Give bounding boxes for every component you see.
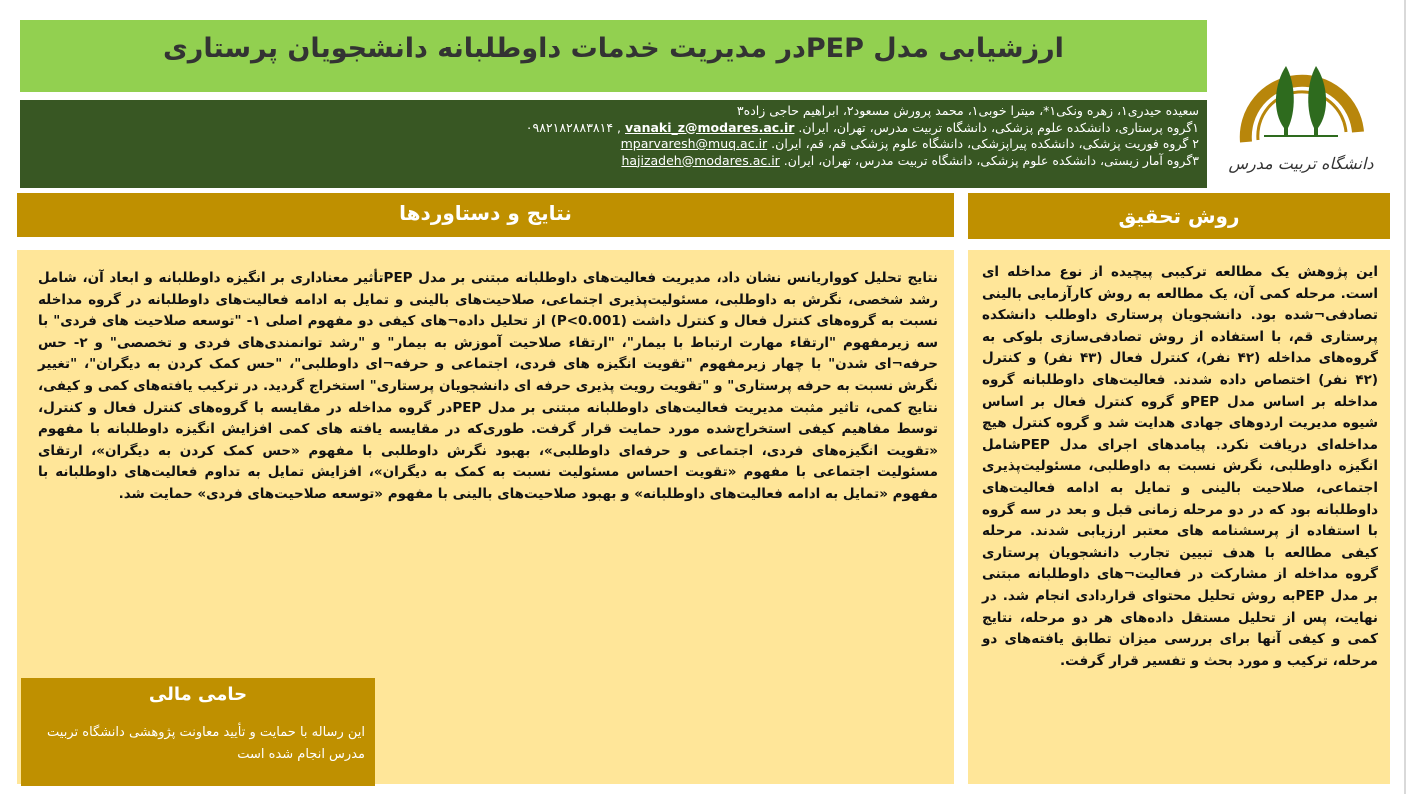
method-header: روش تحقیق: [968, 193, 1390, 239]
logo-inner-arch: [1258, 92, 1346, 140]
funding-text: این رساله با حمایت و تأیید معاونت پژوهشی دانشگاه تربیت مدرس انجام شده است: [47, 725, 365, 762]
method-text: این پژوهش یک مطالعه ترکیبی پیچیده از نوع مداخله ای است. مرحله کمی آن، یک مطالعه به روش کارآزمایی بالینی تصادفی¬شده بود. دانشجویان پرستاری داوطلب دانشکده پرستاری قم، با استفاده از روش تصادفی‌سازی بلوکی به گروه‌های مداخله (۴۲ نفر)، کنترل فعال (۴۳ نفر) و کنترل (۴۲ نفر) اختصاص داده شدند. فعالیت‌های داوطلبانه گروه مداخله بر اساس مدل PEPو گروه کنترل فعال بر اساس شیوه مدیریت اردوهای جهادی هدایت شد و گروه کنترل هیچ مداخله‌ای دریافت نکرد. پیامدهای اجرای مدل PEPشامل انگیزه داوطلبی، نگرش نسبت به داوطلبی، مسئولیت‌پذیری اجتماعی، صلاحیت بالینی و تمایل به ادامه فعالیت‌های داوطلبانه بود که در دو مرحله زمانی قبل و بعد در سه گروه با استفاده از پرسشنامه های معتبر ارزیابی شدند. مرحله کیفی مطالعه با هدف تبیین تجارب دانشجویان پرستاری گروه مداخله از مشارکت در فعالیت¬های داوطلبانه مبتنی بر مدل PEPبه روش تحلیل محتوای قراردادی انجام شد. در نهایت، پس از تحلیل مستقل داده‌های هر دو مرحله، نتایج کمی و کیفی آنها برای بررسی میزان تطابق یافته‌های دو مرحله، ترکیب و مورد بحث و تفسیر قرار گرفت.: [982, 264, 1379, 669]
affiliation-line-1: [299, 120, 1199, 137]
logo-arch: [1246, 81, 1358, 142]
authors-lines: [299, 103, 1199, 169]
results-header: نتایج و دستاوردها: [17, 193, 954, 237]
funding-title: حامی مالی: [148, 684, 248, 705]
university-logo: [1228, 24, 1374, 184]
affiliation-1: ۱گروه پرستاری، دانشکده علوم پزشکی، دانشگاه تربیت مدرس، تهران، ایران.: [798, 119, 1199, 135]
page-edge: [1404, 0, 1406, 794]
phone-1: ۰۹۸۲۱۸۲۸۸۳۸۱۴ ,: [525, 119, 621, 135]
logo-caption: دانشگاه تربیت مدرس: [1228, 154, 1374, 173]
author-names: سعیده حیدری۱، زهره ونکی۱*، میترا خوبی۱، محمد پرورش مسعود۲، ابراهیم حاجی زاده۳: [736, 103, 1199, 118]
email-2[interactable]: mparvaresh@muq.ac.ir: [620, 136, 768, 151]
affiliation-line-2: [299, 136, 1199, 153]
poster-title: ارزشیابی مدل PEPدر مدیریت خدمات داوطلبانه دانشجویان پرستاری: [163, 33, 1064, 64]
title-banner: [20, 20, 1207, 92]
results-text: نتایج تحلیل کوواریانس نشان داد، مدیریت فعالیت‌های داوطلبانه مبتنی بر مدل PEPتأثیر معناداری بر انگیزه داوطلبانه و ابعاد آن، شامل رشد شخصی، نگرش به داوطلبی، مسئولیت‌پذیری اجتماعی، صلاحیت‌های بالینی و تمایل به ادامه فعالیت‌های داوطلبانه در گروه مداخله نسبت به گروه‌های کنترل فعال و کنترل داشت (P<0.001) از تحلیل داده¬های کیفی دو مفهوم اصلی ۱- "توسعه صلاحیت های فردی" با سه زیرمفهوم "ارتقاء مهارت ارتباط با بیمار"، "ارتقاء صلاحیت آموزش به بیمار" و "رشد توانمندی‌های فردی و تخصصی" و ۲- حس حرفه¬ای شدن" با چهار زیرمفهوم "تقویت انگیزه های فردی، اجتماعی و حرفه¬ای داوطلبی"، "حس کمک کردن به دیگران"، "تغییر نگرش نسبت به حرفه پرستاری" و "تقویت رویت پذیری حرفه ای دانشجویان پرستاری" استخراج گردید. در ترکیب یافته‌های کمی و کیفی، نتایج کمی، تاثیر مثبت مدیریت فعالیت‌های داوطلبانه مبتنی بر مدل PEPدر گروه مداخله در مقایسه با گروه‌های کنترل فعال و کنترل، توسط مفاهیم کیفی استخراج‌شده مورد حمایت قرار گرفت. طوری‌که در مقایسه یافته های کمی افزایش انگیزه داوطلبانه با مفهوم «تقویت انگیزه‌های فردی، اجتماعی و حرفه‌ای داوطلبی»، بهبود نگرش داوطلبی با مفهوم «حس کمک کردن به دیگران»، ارتقای مسئولیت اجتماعی با مفهوم «تقویت احساس مسئولیت نسبت به کمک به دیگران»، افزایش تمایل به تداوم فعالیت‌های داوطلبانه با مفهوم «تمایل به ادامه فعالیت‌های داوطلبانه» و بهبود صلاحیت‌های بالینی با مفهوم «توسعه صلاحیت‌های فردی» حمایت شد.: [38, 270, 938, 502]
affiliation-line-3: [299, 153, 1199, 170]
funding-box: [21, 678, 375, 786]
email-1[interactable]: vanaki_z@modares.ac.ir: [624, 119, 795, 135]
email-3[interactable]: hajizadeh@modares.ac.ir: [621, 152, 780, 168]
method-panel: [968, 250, 1390, 784]
affiliation-2: ۲ گروه فوریت پزشکی، دانشکده پیراپزشکی، دانشگاه علوم پزشکی قم، قم، ایران.: [771, 136, 1199, 151]
authors-box: [20, 100, 1207, 188]
affiliation-3: ۳گروه آمار زیستی، دانشکده علوم پزشکی، دانشگاه تربیت مدرس، تهران، ایران.: [783, 152, 1199, 168]
